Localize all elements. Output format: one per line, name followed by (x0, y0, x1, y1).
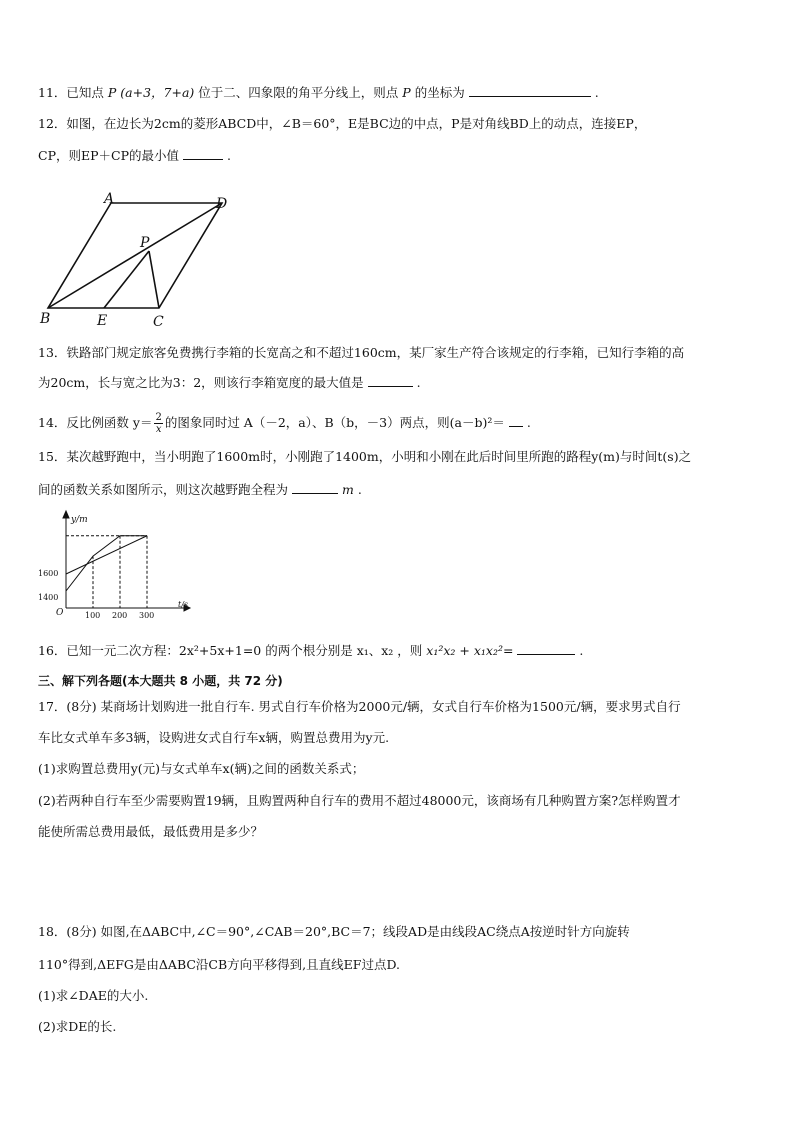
question-12-line-2 (38, 147, 231, 164)
question-18-part-2: (2)求DE的长. (38, 1019, 117, 1034)
q11-point-2: P (402, 85, 411, 100)
question-17-line-2: 车比女式单车多3辆，设购进女式自行车x辆，购置总费用为y元. (38, 730, 390, 745)
x-tick-200: 200 (112, 611, 128, 620)
q12-answer-blank[interactable] (183, 147, 223, 160)
question-18-line-2: 110°得到,ΔEFG是由ΔABC沿CB方向平移得到,且直线EF过点D. (38, 957, 401, 972)
label-b: B (40, 311, 51, 327)
y-tick-1400: 1400 (38, 593, 59, 602)
section-3-heading: 三、解下列各题(本大题共 8 小题，共 72 分) (38, 674, 283, 688)
series-line-1 (66, 536, 147, 574)
q11-text-b: 位于二、四象限的角平分线上，则点 (198, 85, 399, 100)
q11-end: . (594, 85, 599, 100)
segment-cp (149, 251, 159, 308)
q14-func-lhs: y＝ (132, 415, 153, 430)
y-axis-arrow (63, 511, 69, 518)
q14-frac-num: 2 (155, 412, 162, 423)
question-11 (38, 84, 599, 101)
x-axis-label: t/s (178, 600, 189, 609)
label-e: E (97, 313, 108, 329)
question-14 (38, 411, 531, 435)
question-18-line-1: 18．(8分) 如图,在ΔABC中,∠C＝90°,∠CAB＝20°,BC＝7；线段AD是由线段AC绕点A按逆时针方向旋转 (38, 924, 630, 939)
question-16 (38, 642, 583, 659)
rhombus-figure (36, 188, 236, 333)
label-c: C (153, 314, 164, 330)
q16-end: . (579, 643, 584, 658)
q13-end: . (416, 375, 421, 390)
q14-end: . (526, 415, 531, 430)
distance-time-chart (36, 508, 206, 620)
question-13-line-2 (38, 374, 421, 391)
label-p: P (140, 235, 150, 251)
q12-end: . (226, 148, 231, 163)
q16-text-a: 16．已知一元二次方程：2x²+5x+1=0 的两个根分别是 x₁、x₂ ，则 (38, 643, 423, 658)
q14-fraction (154, 412, 162, 435)
question-17-line-1: 17．(8分) 某商场计划购进一批自行车. 男式自行车价格为2000元/辆，女式自行车价格为1500元/辆，要求男式自行 (38, 699, 681, 714)
question-17-part-2-line-2: 能使所需总费用最低，最低费用是多少？ (38, 824, 264, 839)
question-18-part-1: (1)求∠DAE的大小. (38, 988, 149, 1003)
q14-text-b: 的图象同时过 A（－2，a）、B（b，－3）两点，则(a－b)²＝ (164, 415, 505, 430)
y-tick-1600: 1600 (38, 569, 59, 578)
series-line-2 (66, 536, 147, 591)
question-17-part-1: (1)求购置总费用y(元)与女式单车x(辆)之间的函数关系式； (38, 761, 365, 776)
q15-unit: m (341, 482, 354, 497)
q14-text-a: 14．反比例函数 (38, 415, 129, 430)
q16-answer-blank[interactable] (517, 642, 575, 655)
diagonal-bd (48, 203, 222, 308)
q15-end: . (357, 482, 362, 497)
q11-text-a: 11．已知点 (38, 85, 104, 100)
segment-ep (104, 251, 149, 308)
q11-text-c: 的坐标为 (414, 85, 465, 100)
q11-answer-blank[interactable] (469, 84, 591, 97)
y-axis-label: y/m (71, 515, 88, 525)
label-a: A (104, 191, 115, 207)
q11-point: P (107, 85, 117, 100)
q13-answer-blank[interactable] (368, 374, 413, 387)
q15-line-2-text: 间的函数关系如图所示，则这次越野跑全程为 (38, 482, 289, 497)
question-15-line-2 (38, 481, 362, 498)
x-tick-100: 100 (85, 611, 101, 620)
q12-line-2-text: CP，则EP＋CP的最小值 (38, 148, 179, 163)
q14-answer-blank[interactable] (509, 414, 523, 427)
label-d: D (216, 196, 228, 212)
question-17-part-2-line-1: (2)若两种自行车至少需要购置19辆，且购置两种自行车的费用不超过48000元，该商场有几种购置方案?怎样购置才 (38, 793, 681, 808)
q16-expr: x₁²x₂ + x₁x₂²= (426, 643, 514, 658)
question-15-line-1: 15．某次越野跑中，当小明跑了1600m时，小刚跑了1400m，小明和小刚在此后时间里所跑的路程y(m)与时间t(s)之 (38, 449, 692, 464)
q13-line-2-text: 为20cm，长与宽之比为3：2，则该行李箱宽度的最大值是 (38, 375, 364, 390)
origin-label: O (56, 608, 64, 618)
question-13-line-1: 13．铁路部门规定旅客免费携行李箱的长宽高之和不超过160cm，某厂家生产符合该规定的行李箱，已知行李箱的高 (38, 345, 685, 360)
question-12-line-1: 12．如图，在边长为2cm的菱形ABCD中，∠B＝60°，E是BC边的中点，P是对角线BD上的动点，连接EP， (38, 116, 647, 131)
q14-frac-den: x (155, 424, 162, 435)
q11-coords: (a+3，7+a) (120, 85, 195, 100)
q15-answer-blank[interactable] (292, 481, 338, 494)
x-tick-300: 300 (139, 611, 155, 620)
